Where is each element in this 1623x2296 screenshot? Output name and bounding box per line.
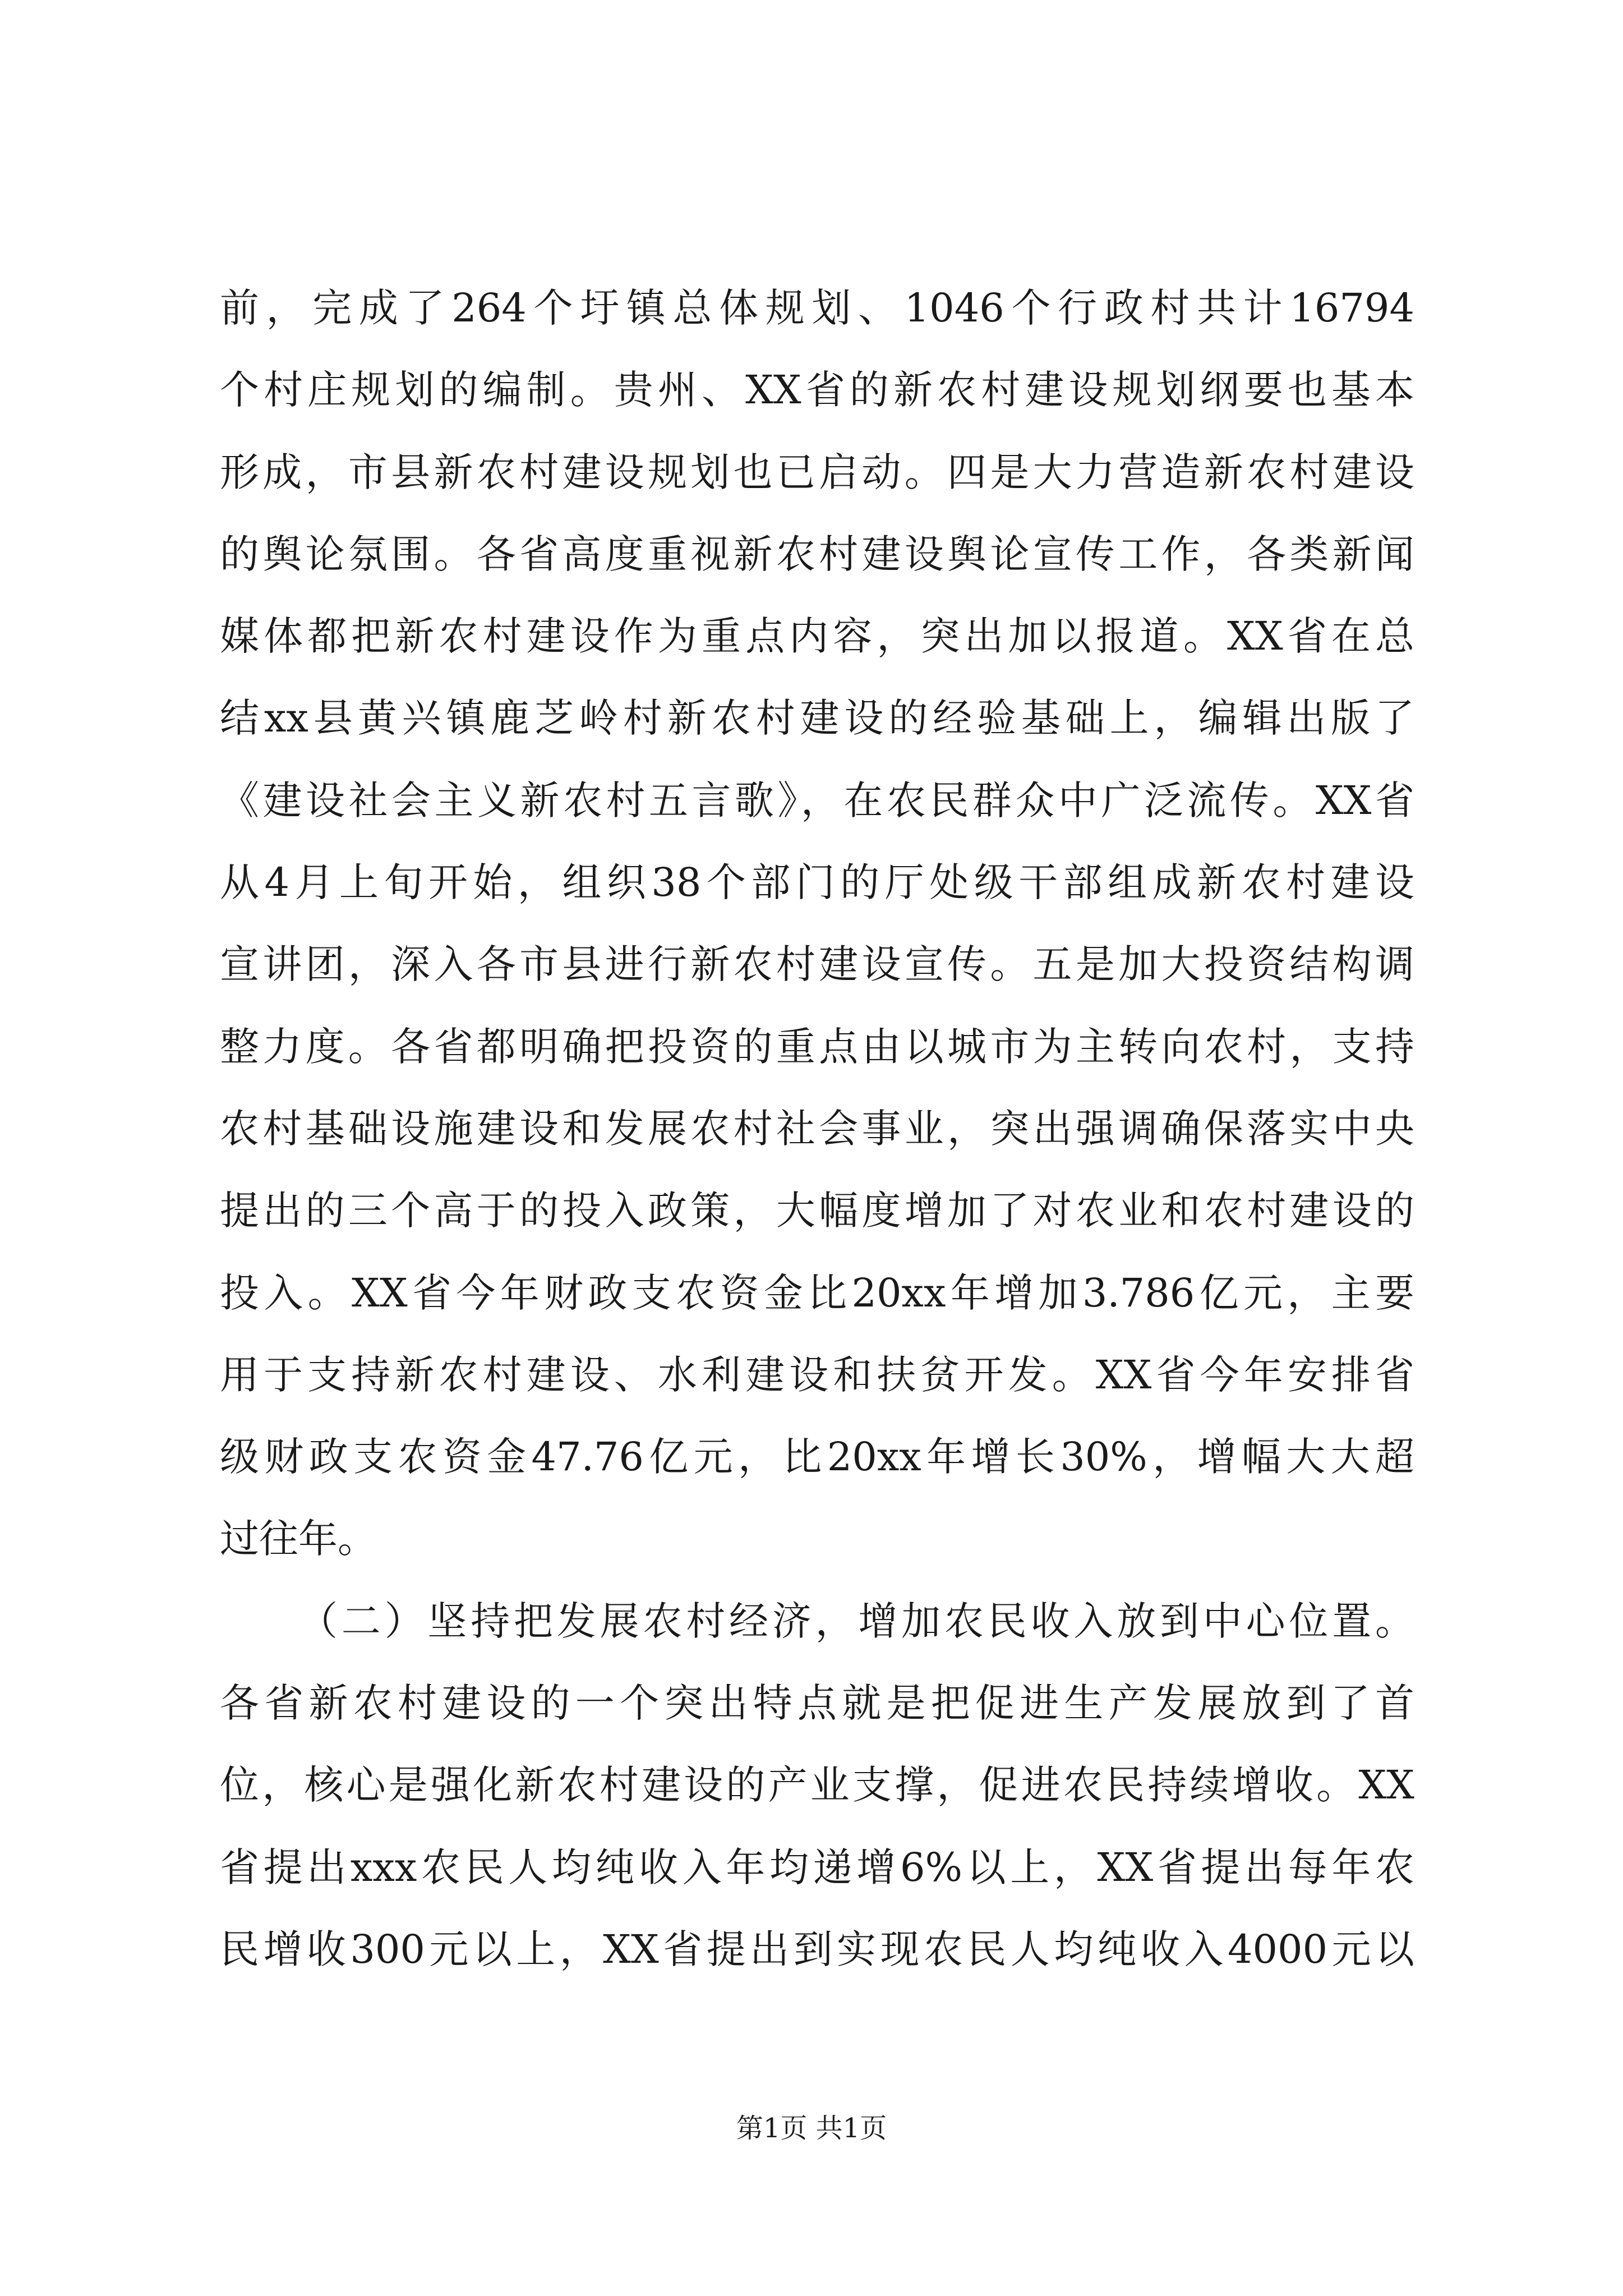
text-line-11: 农村基础设施建设和发展农村社会事业，突出强调确保落实中央: [220, 1105, 1414, 1152]
text-line-12: 提出的三个高于的投入政策，大幅度增加了对农业和农村建设的: [220, 1188, 1414, 1234]
text-line-15: 级财政支农资金47.76亿元，比20xx年增长30%，增幅大大超: [220, 1434, 1414, 1480]
text-line-18: 各省新农村建设的一个突出特点就是把促进生产发展放到了首: [220, 1680, 1414, 1727]
text-line-2: 个村庄规划的编制。贵州、XX省的新农村建设规划纲要也基本: [220, 367, 1414, 413]
page-footer: 第1页 共1页: [736, 2113, 887, 2144]
text-line-3: 形成，市县新农村建设规划也已启动。四是大力营造新农村建设: [220, 449, 1414, 495]
text-line-19: 位，核心是强化新农村建设的产业支撑，促进农民持续增收。XX: [220, 1762, 1414, 1809]
text-line-20: 省提出xxx农民人均纯收入年均递增6%以上，XX省提出每年农: [220, 1844, 1414, 1890]
text-line-10: 整力度。各省都明确把投资的重点由以城市为主转向农村，支持: [220, 1023, 1414, 1070]
text-line-1: 前，完成了264个圩镇总体规划、1046个行政村共计16794: [220, 285, 1414, 331]
text-line-13: 投入。XX省今年财政支农资金比20xx年增加3.786亿元，主要: [220, 1269, 1414, 1316]
text-line-14: 用于支持新农村建设、水利建设和扶贫开发。XX省今年安排省: [220, 1351, 1414, 1398]
text-line-4: 的舆论氛围。各省高度重视新农村建设舆论宣传工作，各类新闻: [220, 531, 1414, 577]
document-body: [220, 267, 1414, 1990]
text-line-21: 民增收300元以上，XX省提出到实现农民人均纯收入4000元以: [220, 1926, 1414, 1972]
text-line-5: 媒体都把新农村建设作为重点内容，突出加以报道。XX省在总: [220, 613, 1414, 660]
section-heading-line: （二）坚持把发展农村经济，增加农民收入放到中心位置。: [298, 1598, 1414, 1644]
text-line-7: 《建设社会主义新农村五言歌》，在农民群众中广泛流传。XX省: [220, 777, 1414, 823]
text-line-16: 过往年。: [220, 1516, 377, 1562]
text-line-9: 宣讲团，深入各市县进行新农村建设宣传。五是加大投资结构调: [220, 941, 1414, 988]
text-line-6: 结xx县黄兴镇鹿芝岭村新农村建设的经验基础上，编辑出版了: [220, 695, 1414, 742]
text-line-8: 从4月上旬开始，组织38个部门的厅处级干部组成新农村建设: [220, 859, 1414, 906]
